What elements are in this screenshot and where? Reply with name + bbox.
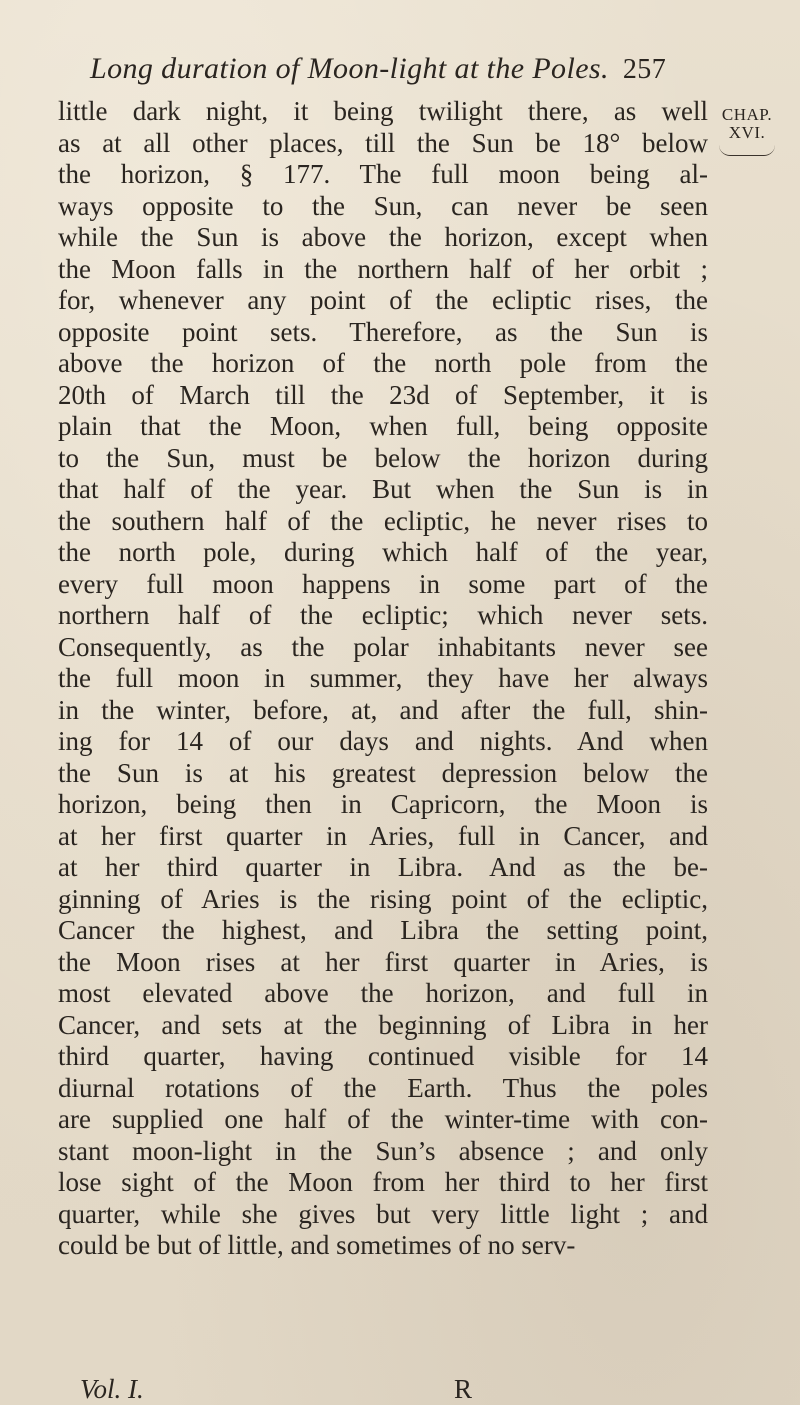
text-line: the full moon in summer, they have her always [58, 663, 708, 693]
running-title: Long duration of Moon-light at the Poles. [90, 52, 609, 85]
brace-ornament [719, 145, 775, 156]
text-line: third quarter, having continued visible for 14 [58, 1041, 708, 1071]
text-line: in the winter, before, at, and after the full, shin- [58, 694, 708, 725]
chapter-number: XVI. [728, 123, 766, 142]
text-line: Cancer, and sets at the beginning of Libra in her [58, 1009, 708, 1040]
text-line: the horizon, § 177. The full moon being al- [58, 159, 708, 189]
text-line: the Moon falls in the northern half of her orbit ; [58, 253, 708, 284]
text-line: quarter, while she gives but very little light ; and [58, 1198, 708, 1229]
text-line: at her first quarter in Aries, full in Cancer, and [58, 820, 708, 851]
text-line: for, whenever any point of the ecliptic rises, the [58, 285, 708, 315]
text-line: ginning of Aries is the rising point of the ecliptic, [58, 883, 708, 914]
text-line: plain that the Moon, when full, being opposite [58, 411, 708, 441]
chapter-label: CHAP. [721, 105, 773, 124]
text-line: opposite point sets. Therefore, as the Sun is [58, 316, 708, 347]
text-line: the southern half of the ecliptic, he never rises to [58, 505, 708, 536]
text-line: the Sun is at his greatest depression below the [58, 757, 708, 788]
text-line: Consequently, as the polar inhabitants never see [58, 631, 708, 662]
text-line: could be but of little, and sometimes of no serv- [58, 1230, 576, 1260]
volume-mark: Vol. I. [80, 1374, 144, 1404]
text-line: above the horizon of the north pole from the [58, 348, 708, 378]
page-footer [80, 1374, 640, 1405]
running-head [90, 52, 710, 86]
text-line: the north pole, during which half of the year, [58, 537, 708, 567]
signature-mark: R [454, 1374, 473, 1404]
text-line: as at all other places, till the Sun be 18° below [58, 127, 708, 158]
text-line: every full moon happens in some part of the [58, 568, 708, 599]
text-line: stant moon-light in the Sun’s absence ; and only [58, 1135, 708, 1166]
text-line: most elevated above the horizon, and full in [58, 978, 708, 1008]
text-line: the Moon rises at her first quarter in Aries, is [58, 946, 708, 977]
text-line: northern half of the ecliptic; which never sets. [58, 600, 708, 630]
text-line: to the Sun, must be below the horizon during [58, 442, 708, 473]
text-line: horizon, being then in Capricorn, the Moon is [58, 789, 708, 819]
text-line: ways opposite to the Sun, can never be seen [58, 190, 708, 221]
text-line: diurnal rotations of the Earth. Thus the poles [58, 1072, 708, 1103]
text-line: 20th of March till the 23d of September, it is [58, 379, 708, 410]
text-line: lose sight of the Moon from her third to her first [58, 1167, 708, 1197]
text-line: at her third quarter in Libra. And as the be- [58, 852, 708, 882]
body-text [58, 96, 708, 1262]
chapter-marginal-note [712, 106, 782, 156]
text-line: little dark night, it being twilight there, as well [58, 96, 708, 126]
text-line: Cancer the highest, and Libra the setting point, [58, 915, 708, 945]
text-line: ing for 14 of our days and nights. And when [58, 726, 708, 756]
text-line: while the Sun is above the horizon, except when [58, 222, 708, 252]
page-number: 257 [622, 54, 667, 85]
text-line: are supplied one half of the winter-time with con- [58, 1104, 708, 1134]
text-line: that half of the year. But when the Sun is in [58, 474, 708, 504]
